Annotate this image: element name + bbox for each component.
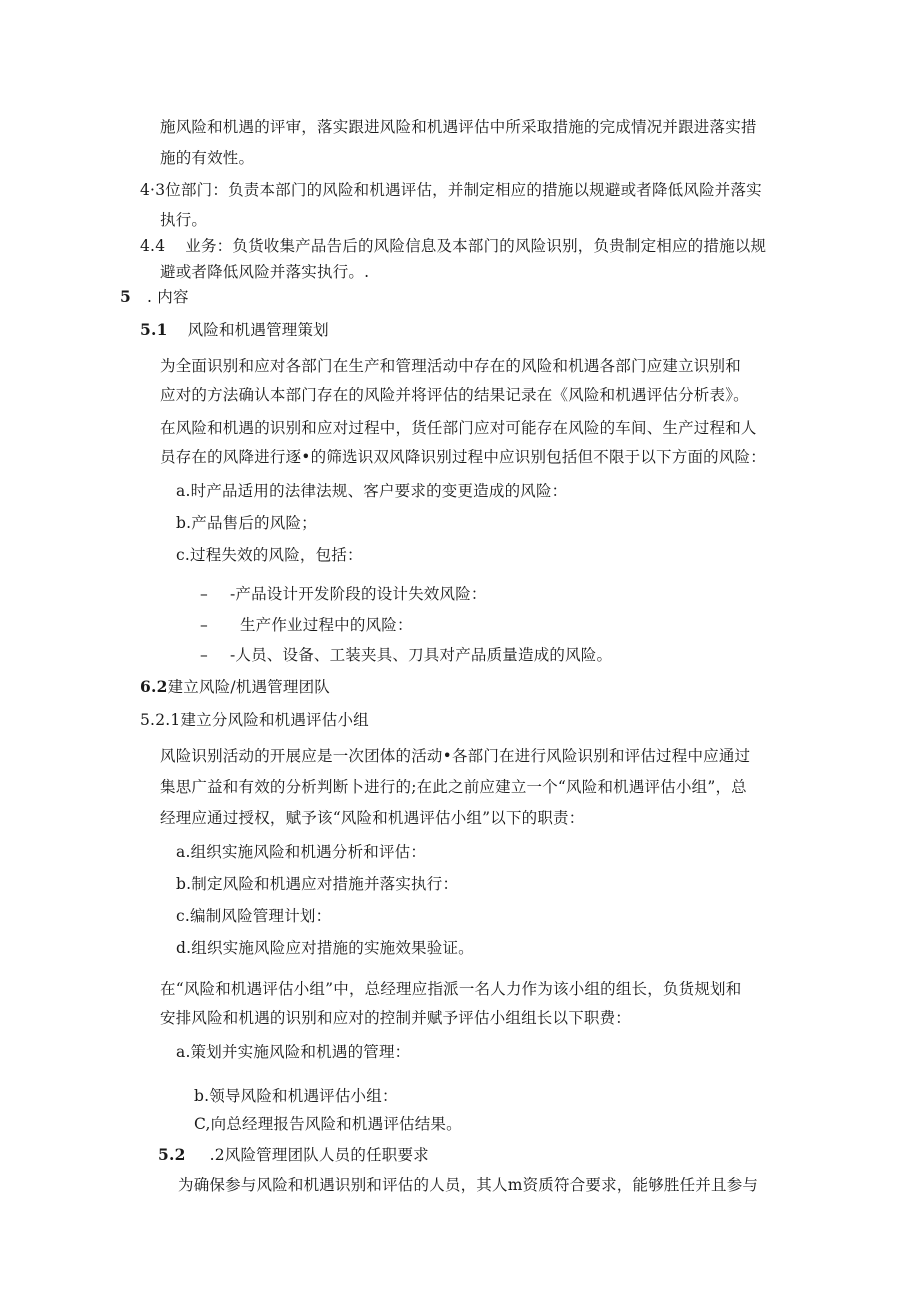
item-4-4 [140,236,766,256]
dash-item-2 [200,615,413,635]
section-5-2-para-1: 为确保参与风险和机遇识别和评估的人员，其人m资质符合要求，能够胜任并且参与 [178,1176,759,1194]
duty-item-c: c.编制风险管理计划： [176,907,332,925]
section-number: 6.2 [140,677,168,696]
dash-item-3 [200,645,612,665]
section-5-2-1-heading [140,710,369,730]
section-number: 5.1 [140,320,168,339]
section-5-1-para-2: 应对的方法确认本部门存在的风险并将评估的结果记录在《风险和机遇评估分析表》。 [160,386,749,404]
item-text: 位部门：负责本部门的风险和机遇评估，并制定相应的措施以规避或者降低风险并落实 [165,181,762,199]
item-number: 4.4 [140,237,166,255]
section-number: 5.2 [158,1145,186,1164]
section-5-2-1-para-2: 集思广益和有效的分析判断卜进行的;在此之前应建立一个“风险和机遇评估小组”，总 [160,778,747,796]
dash-mark: – [200,646,208,664]
intro-line-2: 施的有效性。 [160,149,255,167]
leader-duty-b: b.领导风险和机遇评估小组： [194,1087,398,1105]
item-text: 业务：负货收集产品告后的风险信息及本部门的风险识别，负贵制定相应的措施以规 [185,237,767,255]
section-5-2-heading [158,1145,429,1165]
duty-item-b: b.制定风险和机遇应对措施并落实执行： [176,875,459,893]
list-item-a: a.时产品适用的法律法规、客户要求的变更造成的风险： [176,482,568,500]
duty-item-d: d.组织实施风险应对措施的实施效果验证。 [176,939,474,957]
dash-text: -产品设计开发阶段的设计失效风险： [229,585,487,603]
duty-item-a: a.组织实施风险和机遇分析和评估： [176,843,427,861]
item-4-3-line-2: 执行。 [160,211,208,229]
section-5-2-1-para-3: 经理应通过授权，赋予该“风险和机遇评估小组”以下的职责： [160,809,585,827]
dash-item-1 [200,584,487,604]
dash-mark: – [200,585,208,603]
item-number: 4·3 [140,181,166,199]
leader-duty-c: C,向总经理报告风险和机遇评估结果。 [194,1115,462,1133]
section-5-2-1-para-5: 安排风险和机遇的识别和应对的控制并赋予评估小组组长以下职费： [160,1009,632,1027]
section-5-1-heading [140,320,329,340]
dash-text: -人员、设备、工装夹具、刀具对产品质量造成的风险。 [229,646,613,664]
dash-text: 生产作业过程中的风险： [239,616,413,634]
section-title: 风险和机遇管理策划 [187,321,329,339]
section-5-2-1-para-1: 风险识别活动的开展应是一次团体的活动•各部门在进行风险识别和评估过程中应通过 [160,747,751,765]
item-4-3 [140,180,762,200]
section-number: 5.2.1 [140,711,181,729]
section-title: .2风险管理团队人员的任职要求 [209,1146,429,1164]
intro-line-1: 施风险和机遇的评审，落实跟进风险和机遇评估中所采取措施的完成情况并跟进落实措 [160,118,757,136]
section-5-1-para-1: 为全面识别和应对各部门在生产和管理活动中存在的风险和机遇各部门应建立识别和 [160,357,741,375]
section-title: . 内容 [147,288,189,306]
section-6-2-heading [140,677,330,697]
list-item-c: c.过程失效的风险，包括： [176,546,363,564]
section-5-1-para-3: 在风险和机遇的识别和应对过程中，货任部门应对可能存在风险的车间、生产过程和人 [160,419,757,437]
section-title: 建立风险/机遇管理团队 [167,678,331,696]
list-item-b: b.产品售后的风险； [176,514,317,532]
section-5-2-1-para-4: 在“风险和机遇评估小组”中，总经理应指派一名人力作为该小组的组长，负货规划和 [160,980,742,998]
section-number: 5 [120,287,131,306]
section-5-heading [120,287,189,307]
section-5-1-para-4: 员存在的风降进行逐•的筛选识双风降识别过程中应识别包括但不限于以下方面的风险： [160,448,766,466]
leader-duty-a: a.策划并实施风险和机遇的管理： [176,1043,411,1061]
item-4-4-line-2: 避或者降低风险并落实执行。. [160,263,370,281]
section-title: 建立分风险和机遇评估小组 [180,711,369,729]
dash-mark: – [200,616,208,634]
